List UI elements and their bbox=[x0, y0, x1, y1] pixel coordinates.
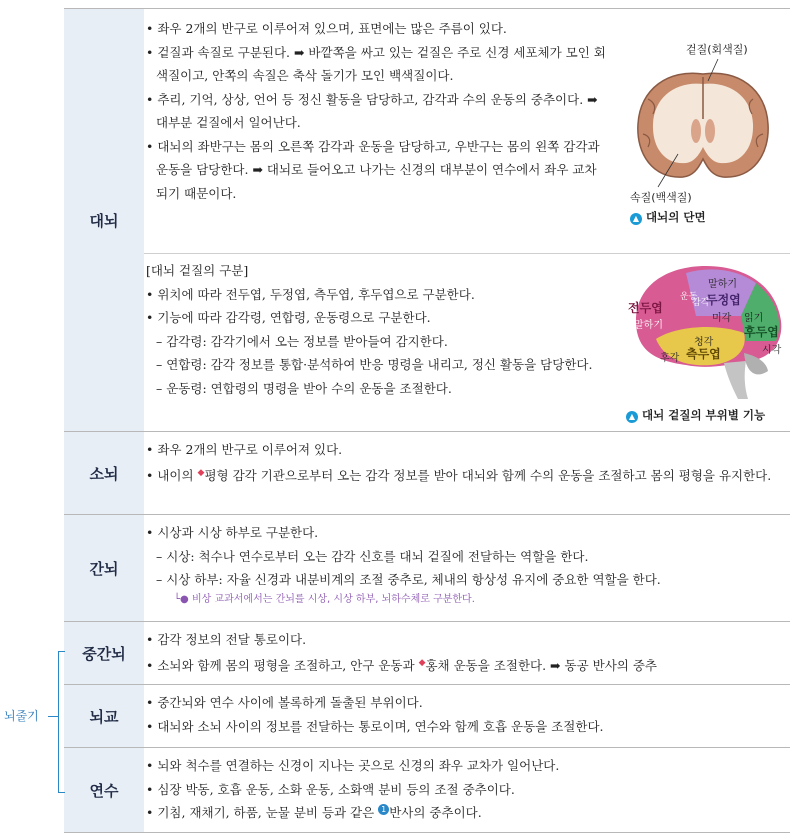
pons-line-1: • 중간뇌와 연수 사이에 볼록하게 돌출된 부위이다. bbox=[146, 695, 423, 710]
brain-section-caption-text: 대뇌의 단면 bbox=[646, 210, 706, 224]
pons-row bbox=[64, 684, 790, 747]
pons-label: 뇌교 bbox=[64, 685, 144, 747]
cortex-dash-2: – 연합령: 감각 정보를 통합·분석하여 반응 명령을 내리고, 정신 활동을 담당한다. bbox=[156, 357, 593, 372]
hearing-label: 청각 bbox=[694, 337, 714, 348]
medulla-line-3 bbox=[146, 801, 786, 825]
cerebral-cortex-content bbox=[146, 259, 616, 400]
textbook-note bbox=[146, 592, 786, 608]
motor-label: 운동 bbox=[680, 292, 698, 302]
diamond-icon: ◆ bbox=[418, 657, 426, 668]
parietal-speech-label: 말하기 bbox=[708, 279, 737, 290]
cerebellum-line-1: • 좌우 2개의 반구로 이루어져 있다. bbox=[146, 442, 343, 457]
cerebrum-line-4: • 대뇌의 좌반구는 몸의 오른쪽 감각과 운동을 담당하고, 우반구는 몸의 왼쪽 감각과 운동을 담당한다. ➡ 대뇌로 들어오고 나가는 신경의 대부분이 연수에서 좌우 교차되기 때문이다. bbox=[146, 138, 600, 201]
cerebrum-line-3: • 추리, 기억, 상상, 언어 등 정신 활동을 담당하고, 감각과 수의 운동의 중추이다. ➡ 대부분 겉질에서 일어난다. bbox=[146, 91, 598, 130]
cortex-lobe-caption bbox=[626, 407, 765, 423]
cerebrum-row bbox=[64, 8, 790, 431]
cortex-dash-3: – 운동령: 연합령의 명령을 받아 수의 운동을 조절한다. bbox=[156, 380, 452, 396]
frontal-lobe-label: 전두엽 bbox=[628, 301, 663, 315]
diencephalon-row bbox=[64, 514, 790, 621]
pons-content bbox=[146, 691, 786, 738]
medulla-line-1: • 뇌와 척수를 연결하는 신경이 지나는 곳으로 신경의 좌우 교차가 일어난다. bbox=[146, 758, 560, 773]
vision-label: 시각 bbox=[762, 345, 782, 356]
brainstem-connector bbox=[48, 716, 58, 717]
medulla-label: 연수 bbox=[64, 748, 144, 832]
cerebellum-line-2 bbox=[146, 462, 786, 488]
footnote-1-icon: 1 bbox=[378, 804, 389, 815]
caption-arrow-icon: ▲ bbox=[626, 411, 638, 423]
cerebellum-line-2a: • 내이의 bbox=[146, 467, 198, 483]
cortex-lobe-caption-text: 대뇌 겉질의 부위별 기능 bbox=[642, 408, 766, 422]
medulla-content bbox=[146, 754, 786, 825]
cerebrum-line-1: • 좌우 2개의 반구로 이루어져 있으며, 표면에는 많은 주름이 있다. bbox=[146, 21, 507, 36]
brain-section-caption bbox=[630, 209, 706, 225]
cerebellum-label: 소뇌 bbox=[64, 432, 144, 514]
cerebellum-line-2b: 평형 감각 기관으로부터 오는 감각 정보를 받아 대뇌와 함께 수의 운동을 조절하고 몸의 평형을 유지한다. bbox=[204, 467, 772, 483]
textbook-note-text: 비상 교과서에서는 간뇌를 시상, 시상 하부, 뇌하수체로 구분한다. bbox=[191, 593, 475, 605]
cerebrum-content bbox=[146, 17, 606, 205]
medulla-line-2: • 심장 박동, 호흡 운동, 소화 운동, 소화액 분비 등의 조절 중추이다. bbox=[146, 781, 515, 797]
brain-section-figure bbox=[626, 39, 786, 229]
parietal-lobe-label: 두정엽 bbox=[706, 293, 741, 307]
medulla-line-3a: • 기침, 재채기, 하품, 눈물 분비 등과 같은 bbox=[146, 805, 379, 820]
taste-label: 미각 bbox=[712, 313, 732, 324]
brainstem-label: 뇌줄기 bbox=[4, 709, 39, 723]
cerebrum-label: 대뇌 bbox=[64, 9, 144, 431]
midbrain-line-2a: • 소뇌와 함께 몸의 평형을 조절하고, 안구 운동과 bbox=[146, 657, 419, 673]
midbrain-line-2b: 홍채 운동을 조절한다. ➡ 동공 반사의 중추 bbox=[425, 657, 657, 673]
diencephalon-line-1: • 시상과 시상 하부로 구분한다. bbox=[146, 525, 319, 540]
temporal-lobe-label: 측두엽 bbox=[686, 347, 721, 361]
white-matter-label: 속질(백색질) bbox=[630, 191, 692, 204]
hypothalamus-line: – 시상 하부: 자율 신경과 내분비계의 조절 중추로, 체내의 항상성 유지에 중요한 역할을 한다. bbox=[156, 572, 661, 587]
cerebrum-line-2: • 겉질과 속질로 구분된다. ➡ 바깥쪽을 싸고 있는 겉질은 주로 신경 세포체가 모인 회색질이고, 안쪽의 속질은 축삭 돌기가 모인 백색질이다. bbox=[146, 44, 606, 83]
midbrain-content bbox=[146, 628, 786, 677]
diencephalon-label: 간뇌 bbox=[64, 515, 144, 621]
cortex-line-1: • 위치에 따라 전두엽, 두정엽, 측두엽, 후두엽으로 구분한다. bbox=[146, 286, 475, 302]
thalamus-line: – 시상: 척수나 연수로부터 오는 감각 신호를 대뇌 겉질에 전달하는 역할을 한다. bbox=[156, 548, 589, 564]
brainstem-bracket bbox=[58, 651, 65, 793]
caption-arrow-icon: ▲ bbox=[630, 213, 642, 225]
frontal-sub-label: 말하기 bbox=[634, 320, 663, 331]
cortex-dash-1: – 감각령: 감각기에서 오는 정보를 받아들여 감지한다. bbox=[156, 333, 448, 349]
cerebellum-row bbox=[64, 431, 790, 514]
diamond-icon: ◆ bbox=[197, 467, 205, 478]
occipital-lobe-label: 후두엽 bbox=[744, 325, 779, 339]
midbrain-line-1: • 감각 정보의 전달 통로이다. bbox=[146, 632, 307, 647]
reading-label: 읽기 bbox=[744, 313, 764, 324]
diencephalon-content bbox=[146, 521, 786, 608]
gray-matter-label: 겉질(회색질) bbox=[686, 43, 748, 56]
cortex-line-2: • 기능에 따라 감각령, 연합령, 운동령으로 구분한다. bbox=[146, 310, 431, 325]
smell-label: 후각 bbox=[660, 353, 680, 364]
midbrain-row bbox=[64, 621, 790, 684]
cortex-lobe-figure bbox=[616, 261, 791, 426]
brain-section-illustration bbox=[628, 59, 778, 189]
sense-label: 감각 bbox=[692, 298, 710, 308]
pons-line-2: • 대뇌와 소뇌 사이의 정보를 전달하는 통로이며, 연수와 함께 호흡 운동을 조절한다. bbox=[146, 718, 604, 734]
medulla-line-3b: 반사의 중추이다. bbox=[389, 805, 482, 820]
cortex-section-title: [대뇌 겉질의 구분] bbox=[146, 263, 249, 278]
midbrain-line-2 bbox=[146, 652, 786, 678]
medulla-row bbox=[64, 747, 790, 833]
midbrain-label: 중간뇌 bbox=[64, 622, 144, 684]
cerebrum-divider bbox=[144, 253, 790, 254]
cerebellum-content bbox=[146, 438, 786, 487]
note-arrow-icon: └● bbox=[174, 593, 189, 605]
